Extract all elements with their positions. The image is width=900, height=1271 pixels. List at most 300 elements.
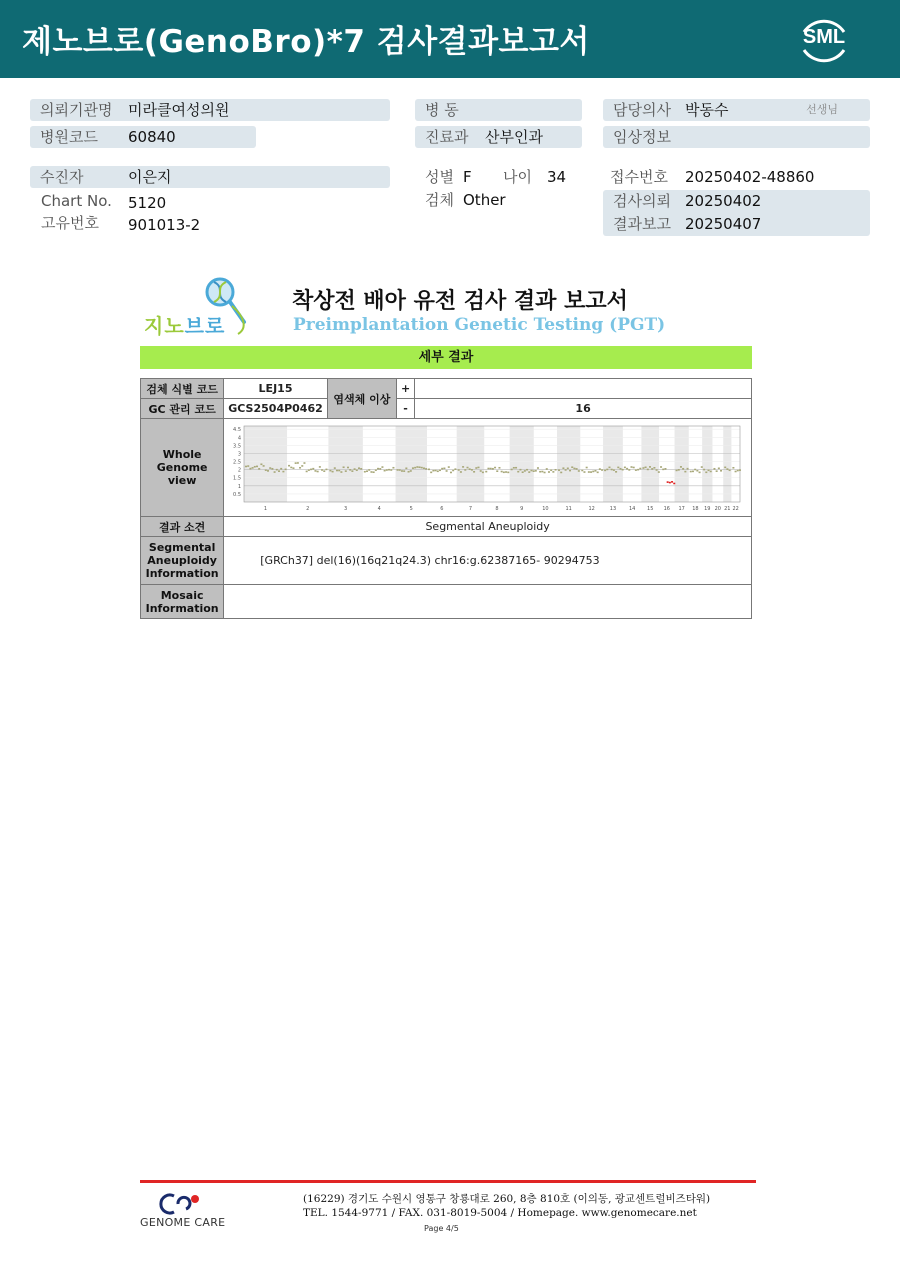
- data-point: [544, 471, 546, 473]
- data-point: [437, 470, 439, 472]
- hospital-code-field: [30, 126, 256, 148]
- data-point: [403, 470, 405, 472]
- footer-divider: [140, 1180, 756, 1183]
- data-point: [665, 467, 667, 469]
- clinical-info-field: [603, 126, 870, 148]
- data-point: [526, 468, 528, 470]
- data-point: [710, 470, 712, 472]
- data-point: [401, 470, 403, 472]
- data-point: [435, 469, 437, 471]
- x-tick-label: 16: [663, 505, 671, 512]
- data-point: [515, 466, 517, 468]
- data-point: [288, 464, 290, 466]
- data-point: [319, 466, 321, 468]
- data-point: [699, 471, 701, 473]
- data-point: [739, 469, 741, 471]
- data-point: [347, 466, 349, 468]
- footer-contact-line: TEL. 1544-9771 / FAX. 031-8019-5004 / Homepage. www.genomecare.net: [303, 1207, 697, 1219]
- data-point: [737, 469, 739, 471]
- data-point: [663, 468, 665, 470]
- data-point: [480, 470, 482, 472]
- data-point: [584, 471, 586, 473]
- mosaic-value: [224, 585, 752, 619]
- data-point: [649, 466, 651, 468]
- patient-label: 수진자: [40, 168, 84, 186]
- finding-value: Segmental Aneuploidy: [224, 517, 752, 537]
- data-point: [412, 467, 414, 469]
- data-point: [490, 467, 492, 469]
- data-point: [433, 469, 435, 471]
- data-point: [558, 469, 560, 471]
- data-point: [604, 469, 606, 471]
- data-point: [706, 471, 708, 473]
- data-point: [382, 466, 384, 468]
- report-header: [0, 0, 900, 78]
- data-point: [278, 470, 280, 472]
- data-point: [654, 466, 656, 468]
- y-tick-label: 2: [238, 467, 242, 474]
- data-point: [285, 468, 287, 470]
- data-point: [613, 469, 615, 471]
- data-point: [313, 467, 315, 469]
- data-point: [537, 467, 539, 469]
- y-tick-label: 3: [238, 450, 242, 457]
- finding-label: 결과 소견: [141, 517, 224, 537]
- data-point: [637, 468, 639, 470]
- data-point: [674, 482, 676, 484]
- data-point: [727, 468, 729, 470]
- table-row: [141, 379, 752, 399]
- data-point: [607, 468, 609, 470]
- data-point: [499, 466, 501, 468]
- data-point: [492, 467, 494, 469]
- data-point: [555, 468, 557, 470]
- report-title-korean: 착상전 배아 유전 검사 결과 보고서: [292, 289, 628, 314]
- department-field: [415, 126, 582, 148]
- data-point: [417, 466, 419, 468]
- data-point: [703, 468, 705, 470]
- x-tick-label: 17: [678, 505, 686, 512]
- data-point: [364, 470, 366, 472]
- data-point: [295, 462, 297, 464]
- data-point: [326, 468, 328, 470]
- x-tick-label: 22: [732, 505, 740, 512]
- data-point: [428, 468, 430, 470]
- data-point: [408, 470, 410, 472]
- data-point: [343, 466, 345, 468]
- data-point: [471, 469, 473, 471]
- data-point: [446, 470, 448, 472]
- ward-field: [415, 99, 582, 121]
- data-point: [252, 467, 254, 469]
- data-point: [332, 470, 334, 472]
- data-point: [486, 470, 488, 472]
- data-point: [631, 466, 633, 468]
- data-point: [293, 467, 295, 469]
- data-point: [735, 470, 737, 472]
- data-point: [724, 466, 726, 468]
- minus-sign: -: [396, 399, 414, 419]
- plus-value: [415, 379, 752, 399]
- data-point: [658, 471, 660, 473]
- report-title-english: Preimplantation Genetic Testing (PGT): [293, 315, 666, 335]
- specimen-label: 검체: [425, 191, 454, 209]
- data-point: [539, 470, 541, 472]
- data-point: [338, 469, 340, 471]
- section-header: 세부 결과: [140, 346, 752, 369]
- data-point: [588, 471, 590, 473]
- data-point: [571, 466, 573, 468]
- institution-field: [30, 99, 390, 121]
- doctor-value: 박동수: [685, 101, 729, 119]
- data-point: [324, 470, 326, 472]
- data-point: [651, 468, 653, 470]
- data-point: [578, 470, 580, 472]
- data-point: [375, 469, 377, 471]
- data-point: [258, 468, 260, 470]
- data-point: [708, 469, 710, 471]
- data-point: [548, 471, 550, 473]
- patient-value: 이은지: [128, 168, 172, 186]
- data-point: [685, 470, 687, 472]
- footer-address-line: (16229) 경기도 수원시 영통구 창룡대로 260, 8층 810호 (이의동, 광교센트럴비즈타워): [303, 1193, 711, 1205]
- age-value: 34: [547, 168, 567, 186]
- data-point: [501, 470, 503, 472]
- y-tick-label: 4: [238, 434, 242, 441]
- data-point: [330, 469, 332, 471]
- y-tick-label: 0.5: [233, 491, 242, 498]
- data-point: [626, 467, 628, 469]
- doctor-field: [603, 99, 870, 121]
- data-point: [518, 470, 520, 472]
- data-point: [373, 471, 375, 473]
- data-point: [590, 471, 592, 473]
- data-point: [368, 469, 370, 471]
- ward-label: 병 동: [425, 101, 459, 119]
- data-point: [535, 470, 537, 472]
- receipt-no-value: 20250402-48860: [685, 168, 815, 186]
- table-row: [141, 419, 752, 517]
- data-point: [586, 466, 588, 468]
- data-point: [360, 467, 362, 469]
- data-point: [291, 466, 293, 468]
- genome-care-logo-text: GENOME CARE: [140, 1216, 226, 1229]
- data-point: [261, 463, 263, 465]
- data-point: [356, 469, 358, 471]
- data-point: [317, 470, 319, 472]
- data-point: [423, 467, 425, 469]
- data-point: [729, 469, 731, 471]
- data-point: [643, 467, 645, 469]
- data-point: [520, 468, 522, 470]
- data-point: [676, 469, 678, 471]
- plus-sign: +: [396, 379, 414, 399]
- mosaic-label: Mosaic Information: [141, 585, 224, 619]
- abnormal-label: 염색체 이상: [327, 379, 396, 419]
- data-point: [308, 469, 310, 471]
- data-point: [513, 466, 515, 468]
- data-point: [601, 469, 603, 471]
- data-point: [718, 467, 720, 469]
- data-point: [660, 466, 662, 468]
- data-point: [386, 469, 388, 471]
- data-point: [645, 466, 647, 468]
- report-title: 제노브로(GenoBro)*7 검사결과보고서: [22, 24, 590, 60]
- table-row: [141, 517, 752, 537]
- sex-value: F: [463, 168, 472, 186]
- data-point: [640, 467, 642, 469]
- unique-no-label: 고유번호: [41, 214, 99, 232]
- data-point: [349, 469, 351, 471]
- x-tick-label: 14: [629, 505, 636, 512]
- data-point: [546, 468, 548, 470]
- data-point: [656, 469, 658, 471]
- data-point: [341, 471, 343, 473]
- data-point: [452, 469, 454, 471]
- x-tick-label: 21: [724, 505, 731, 512]
- x-tick-label: 11: [565, 505, 573, 512]
- data-point: [593, 470, 595, 472]
- gc-code-value: GCS2504P0462: [224, 399, 328, 419]
- x-tick-label: 7: [469, 505, 473, 512]
- result-table: [140, 378, 752, 619]
- data-point: [358, 467, 360, 469]
- data-point: [297, 462, 299, 464]
- data-point: [354, 468, 356, 470]
- data-point: [620, 467, 622, 469]
- data-point: [302, 465, 304, 467]
- data-point: [410, 470, 412, 472]
- patient-field: [30, 166, 390, 188]
- data-point: [304, 462, 306, 464]
- institution-value: 미라클여성의원: [128, 101, 230, 119]
- data-point: [478, 466, 480, 468]
- data-point: [690, 470, 692, 472]
- data-point: [687, 467, 689, 469]
- data-point: [701, 466, 703, 468]
- x-tick-label: 20: [714, 505, 722, 512]
- data-point: [624, 466, 626, 468]
- data-point: [565, 469, 567, 471]
- dates-field: [603, 190, 870, 236]
- y-tick-label: 3.5: [233, 442, 242, 449]
- receipt-no-label: 접수번호: [610, 168, 668, 186]
- request-date-value: 20250402: [685, 192, 762, 210]
- data-point: [505, 471, 507, 473]
- data-point: [733, 466, 735, 468]
- data-point: [299, 466, 301, 468]
- x-tick-label: 10: [542, 505, 549, 512]
- data-point: [421, 466, 423, 468]
- data-point: [473, 470, 475, 472]
- data-point: [633, 466, 635, 468]
- x-tick-label: 2: [306, 505, 310, 512]
- data-point: [667, 481, 669, 483]
- data-point: [692, 470, 694, 472]
- data-point: [269, 467, 271, 469]
- data-point: [425, 468, 427, 470]
- data-point: [276, 468, 278, 470]
- clinical-info-label: 임상정보: [613, 128, 671, 146]
- data-point: [455, 468, 457, 470]
- data-point: [334, 467, 336, 469]
- data-point: [393, 466, 395, 468]
- data-point: [569, 469, 571, 471]
- data-point: [247, 465, 249, 467]
- data-point: [550, 469, 552, 471]
- data-point: [469, 468, 471, 470]
- specimen-value: Other: [463, 191, 506, 209]
- data-point: [533, 470, 535, 472]
- page-number: Page 4/5: [424, 1224, 459, 1233]
- data-point: [397, 469, 399, 471]
- table-row: [141, 399, 752, 419]
- data-point: [714, 467, 716, 469]
- data-point: [388, 468, 390, 470]
- footer-address: [303, 1192, 710, 1220]
- data-point: [419, 466, 421, 468]
- doctor-label: 담당의사: [613, 101, 671, 119]
- data-point: [465, 469, 467, 471]
- data-point: [310, 468, 312, 470]
- data-point: [371, 471, 373, 473]
- genome-care-logo-icon: [140, 1192, 200, 1216]
- data-point: [615, 471, 617, 473]
- data-point: [576, 468, 578, 470]
- data-point: [609, 466, 611, 468]
- data-point: [439, 469, 441, 471]
- data-point: [716, 470, 718, 472]
- genome-view-label: Whole Genome view: [141, 419, 224, 517]
- x-tick-label: 3: [344, 505, 348, 512]
- sex-label: 성별: [425, 168, 454, 186]
- data-point: [414, 466, 416, 468]
- department-label: 진료과: [425, 128, 469, 146]
- data-point: [250, 467, 252, 469]
- data-point: [315, 470, 317, 472]
- data-point: [567, 467, 569, 469]
- data-point: [682, 467, 684, 469]
- data-point: [476, 467, 478, 469]
- segmental-label: Segmental Aneuploidy Information: [141, 537, 224, 585]
- data-point: [458, 469, 460, 471]
- data-point: [441, 467, 443, 469]
- request-date-label: 검사의뢰: [613, 192, 671, 210]
- data-point: [595, 469, 597, 471]
- data-point: [254, 465, 256, 467]
- genobro-logo-text: 지노브로: [144, 314, 226, 338]
- data-point: [560, 471, 562, 473]
- data-point: [352, 470, 354, 472]
- hospital-code-label: 병원코드: [40, 128, 98, 146]
- y-tick-label: 1: [238, 483, 242, 490]
- department-value: 산부인과: [485, 128, 543, 146]
- data-point: [306, 470, 308, 472]
- x-tick-label: 4: [377, 505, 382, 512]
- data-point: [267, 470, 269, 472]
- data-point: [283, 470, 285, 472]
- data-point: [467, 466, 469, 468]
- data-point: [488, 467, 490, 469]
- x-tick-label: 18: [692, 505, 699, 512]
- data-point: [321, 469, 323, 471]
- table-row: [141, 585, 752, 619]
- hospital-code-value: 60840: [128, 128, 176, 146]
- data-point: [553, 471, 555, 473]
- specimen-id-value: LEJ15: [224, 379, 328, 399]
- sml-logo: [796, 12, 852, 68]
- data-point: [406, 467, 408, 469]
- data-point: [448, 466, 450, 468]
- data-point: [336, 469, 338, 471]
- x-tick-label: 1: [264, 505, 268, 512]
- data-point: [399, 469, 401, 471]
- data-point: [366, 470, 368, 472]
- chart-no-value: 5120: [128, 194, 167, 212]
- data-point: [272, 467, 274, 469]
- data-point: [629, 469, 631, 471]
- data-point: [622, 468, 624, 470]
- whole-genome-chart: [228, 422, 744, 514]
- data-point: [720, 469, 722, 471]
- data-point: [280, 467, 282, 469]
- institution-label: 의뢰기관명: [40, 101, 113, 119]
- data-point: [671, 481, 673, 483]
- y-tick-label: 4.5: [233, 426, 242, 433]
- x-tick-label: 13: [610, 505, 617, 512]
- data-point: [599, 468, 601, 470]
- data-point: [450, 471, 452, 473]
- data-point: [444, 467, 446, 469]
- doctor-suffix: 선생님: [806, 103, 838, 116]
- gc-code-label: GC 관리 코드: [141, 399, 224, 419]
- specimen-id-label: 검체 식별 코드: [141, 379, 224, 399]
- data-point: [531, 469, 533, 471]
- data-point: [697, 469, 699, 471]
- age-label: 나이: [503, 168, 532, 186]
- genome-view-cell: [224, 419, 752, 517]
- data-point: [508, 471, 510, 473]
- report-date-value: 20250407: [685, 215, 762, 233]
- data-point: [511, 468, 513, 470]
- data-point: [390, 469, 392, 471]
- data-point: [462, 466, 464, 468]
- data-point: [563, 467, 565, 469]
- genome-care-logo: [140, 1192, 235, 1232]
- x-tick-label: 8: [495, 505, 499, 512]
- x-tick-label: 15: [647, 505, 654, 512]
- report-date-label: 결과보고: [613, 215, 671, 233]
- data-point: [694, 468, 696, 470]
- data-point: [597, 471, 599, 473]
- sml-logo-text: SML: [802, 26, 846, 48]
- data-point: [430, 471, 432, 473]
- table-row: [141, 537, 752, 585]
- y-tick-label: 1.5: [233, 475, 242, 482]
- data-point: [377, 467, 379, 469]
- data-point: [542, 470, 544, 472]
- data-point: [274, 471, 276, 473]
- data-point: [384, 469, 386, 471]
- x-tick-label: 9: [520, 505, 524, 512]
- genobro-logo: [140, 276, 255, 338]
- data-point: [263, 465, 265, 467]
- x-tick-label: 6: [440, 505, 444, 512]
- data-point: [494, 466, 496, 468]
- data-point: [611, 468, 613, 470]
- data-point: [635, 469, 637, 471]
- data-point: [524, 470, 526, 472]
